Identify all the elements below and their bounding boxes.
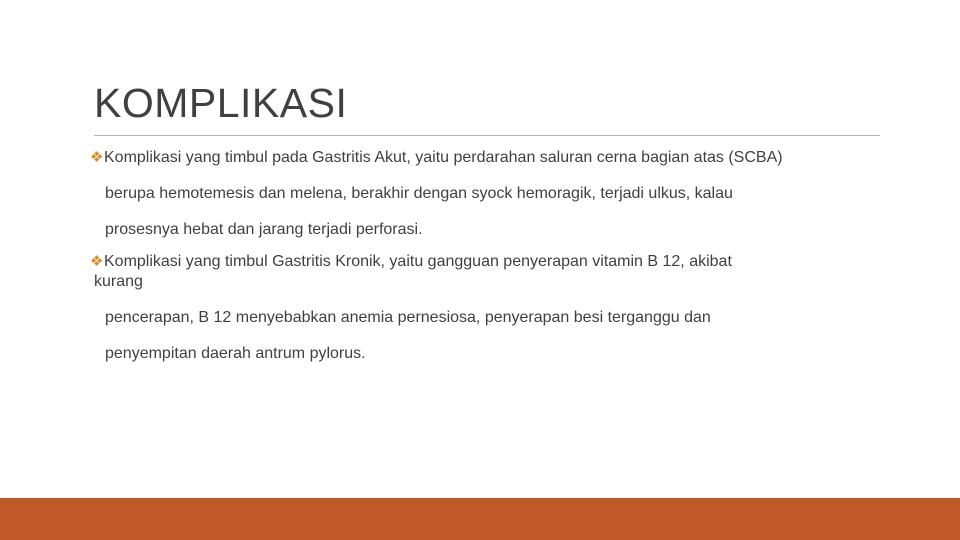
title-divider [94, 135, 880, 136]
bullet-line: pencerapan, B 12 menyebabkan anemia pernesiosa, penyerapan besi terganggu dan [105, 309, 711, 326]
slide-title: KOMPLIKASI [94, 80, 348, 126]
bullet-line: penyempitan daerah antrum pylorus. [105, 345, 366, 362]
slide-body [90, 148, 890, 364]
bullet-item-chronic [90, 252, 890, 364]
bullet-line [90, 148, 890, 168]
bullet-line: prosesnya hebat dan jarang terjadi perforasi. [105, 221, 423, 238]
diamond-bullet-icon: ❖ [90, 253, 104, 270]
diamond-bullet-icon: ❖ [90, 149, 104, 166]
bullet-line [90, 252, 890, 272]
bullet-text: Komplikasi yang timbul Gastritis Kronik, yaitu gangguan penyerapan vitamin B 12, akibat [104, 253, 732, 270]
bullet-line: berupa hemotemesis dan melena, berakhir dengan syock hemoragik, terjadi ulkus, kalau [105, 185, 733, 202]
bullet-line: kurang [94, 273, 143, 290]
bullet-text: Komplikasi yang timbul pada Gastritis Akut, yaitu perdarahan saluran cerna bagian atas (SCBA) [104, 149, 783, 166]
footer-bar [0, 498, 960, 540]
bullet-item-acute [90, 148, 890, 240]
